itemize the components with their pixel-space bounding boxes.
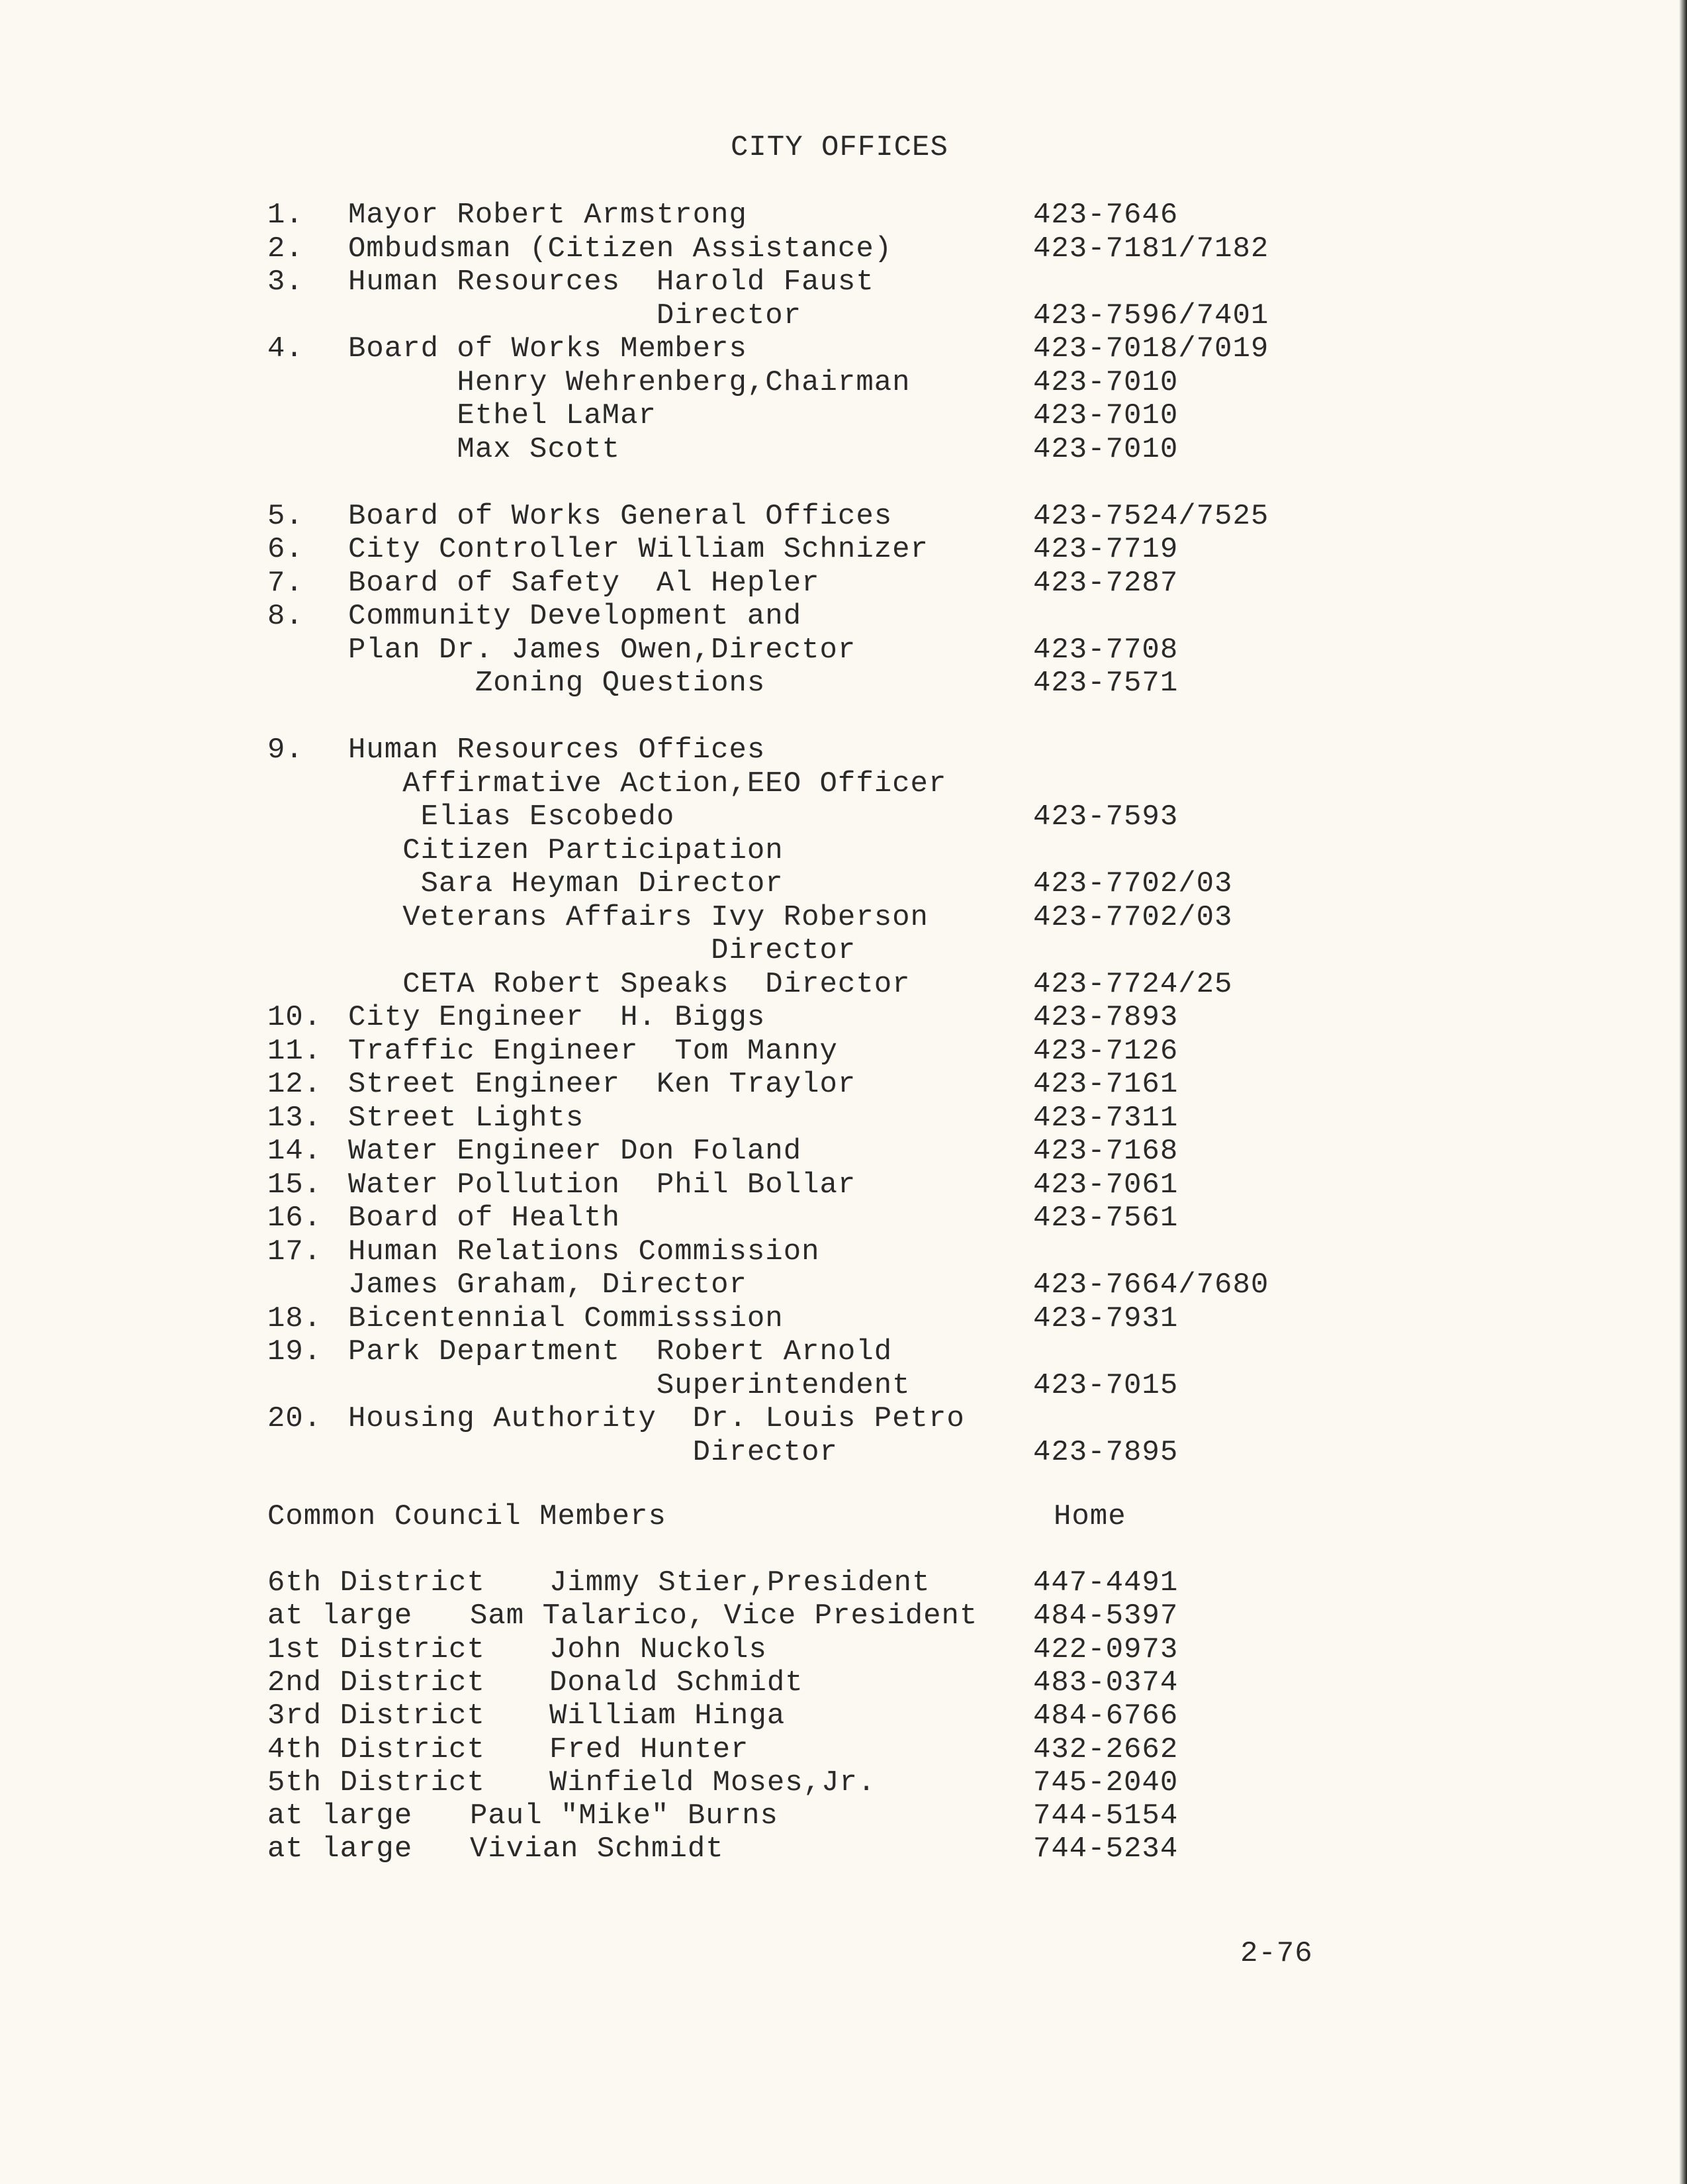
council-name: Winfield Moses,Jr. bbox=[549, 1766, 876, 1799]
entry-number: 15. bbox=[267, 1168, 322, 1202]
entry-text: Community Development and bbox=[348, 600, 802, 633]
entry-text: CETA Robert Speaks Director bbox=[348, 967, 911, 1001]
entry-number: 17. bbox=[267, 1235, 322, 1268]
council-phone: 745-2040 bbox=[1033, 1766, 1179, 1799]
entry-number: 6. bbox=[267, 533, 304, 566]
council-district: 1st District bbox=[267, 1633, 485, 1666]
entry-text: Elias Escobedo bbox=[348, 800, 675, 833]
entry-number: 19. bbox=[267, 1335, 322, 1368]
entry-text: Board of Works Members bbox=[348, 332, 747, 365]
entry-number: 3. bbox=[267, 265, 304, 299]
entry-phone: 423-7010 bbox=[1033, 365, 1179, 399]
entry-text: Zoning Questions bbox=[348, 667, 766, 700]
entry-text: Superintendent bbox=[348, 1368, 911, 1402]
council-district: 2nd District bbox=[267, 1666, 485, 1699]
entry-text: City Engineer H. Biggs bbox=[348, 1001, 766, 1034]
entry-text: Street Engineer Ken Traylor bbox=[348, 1068, 856, 1101]
council-phone: 744-5234 bbox=[1033, 1832, 1179, 1866]
entry-phone: 423-7168 bbox=[1033, 1135, 1179, 1168]
entry-text: Bicentennial Commisssion bbox=[348, 1302, 784, 1335]
entry-phone: 423-7161 bbox=[1033, 1068, 1179, 1101]
entry-text: Human Resources Offices bbox=[348, 734, 766, 767]
entry-phone: 423-7524/7525 bbox=[1033, 499, 1269, 533]
entry-phone: 423-7015 bbox=[1033, 1368, 1179, 1402]
council-phone: 432-2662 bbox=[1033, 1733, 1179, 1766]
entry-text: Director bbox=[348, 934, 856, 967]
entry-text: Board of Safety Al Hepler bbox=[348, 566, 820, 600]
entry-number: 9. bbox=[267, 734, 304, 767]
entry-number: 7. bbox=[267, 566, 304, 600]
entry-phone: 423-7646 bbox=[1033, 199, 1179, 232]
entry-text: Plan Dr. James Owen,Director bbox=[348, 633, 856, 667]
council-name: Vivian Schmidt bbox=[470, 1832, 724, 1866]
council-name: Jimmy Stier,President bbox=[549, 1566, 931, 1599]
council-name: Donald Schmidt bbox=[549, 1666, 803, 1699]
entry-number: 1. bbox=[267, 199, 304, 232]
entry-text: Ethel LaMar bbox=[348, 399, 657, 432]
entry-phone: 423-7571 bbox=[1033, 667, 1179, 700]
entry-text: Sara Heyman Director bbox=[348, 867, 784, 900]
entry-text: Water Pollution Phil Bollar bbox=[348, 1168, 856, 1202]
entry-number: 13. bbox=[267, 1101, 322, 1135]
council-name: William Hinga bbox=[549, 1699, 786, 1733]
entry-text: Veterans Affairs Ivy Roberson bbox=[348, 900, 929, 934]
entry-number: 18. bbox=[267, 1302, 322, 1335]
council-heading: Common Council Members bbox=[267, 1500, 666, 1533]
scan-edge bbox=[1679, 0, 1687, 2184]
council-phone: 447-4491 bbox=[1033, 1566, 1179, 1599]
council-name: Paul "Mike" Burns bbox=[470, 1799, 778, 1833]
entry-text: Water Engineer Don Foland bbox=[348, 1135, 802, 1168]
entry-phone: 423-7181/7182 bbox=[1033, 232, 1269, 265]
entry-phone: 423-7311 bbox=[1033, 1101, 1179, 1135]
page-title: CITY OFFICES bbox=[731, 131, 948, 164]
page-number: 2-76 bbox=[1240, 1937, 1313, 1970]
entry-text: Board of Health bbox=[348, 1202, 621, 1235]
entry-number: 16. bbox=[267, 1202, 322, 1235]
entry-phone: 423-7664/7680 bbox=[1033, 1268, 1269, 1302]
entry-text: Max Scott bbox=[348, 432, 621, 466]
entry-phone: 423-7893 bbox=[1033, 1001, 1179, 1034]
entry-number: 20. bbox=[267, 1402, 322, 1435]
council-district: 4th District bbox=[267, 1733, 485, 1766]
entry-phone: 423-7593 bbox=[1033, 800, 1179, 833]
council-district: 5th District bbox=[267, 1766, 485, 1799]
entry-number: 14. bbox=[267, 1135, 322, 1168]
council-phone: 422-0973 bbox=[1033, 1633, 1179, 1666]
entry-text: Henry Wehrenberg,Chairman bbox=[348, 365, 911, 399]
entry-text: Affirmative Action,EEO Officer bbox=[348, 767, 947, 800]
council-district: 3rd District bbox=[267, 1699, 485, 1733]
entry-number: 12. bbox=[267, 1068, 322, 1101]
entry-phone: 423-7895 bbox=[1033, 1435, 1179, 1469]
entry-text: Traffic Engineer Tom Manny bbox=[348, 1034, 838, 1068]
entry-phone: 423-7596/7401 bbox=[1033, 299, 1269, 332]
council-phone: 484-5397 bbox=[1033, 1599, 1179, 1633]
entry-phone: 423-7724/25 bbox=[1033, 967, 1233, 1001]
entry-number: 4. bbox=[267, 332, 304, 365]
council-phone: 484-6766 bbox=[1033, 1699, 1179, 1733]
entry-number: 8. bbox=[267, 600, 304, 633]
entry-phone: 423-7018/7019 bbox=[1033, 332, 1269, 365]
entry-text: Director bbox=[348, 299, 802, 332]
entry-text: Mayor Robert Armstrong bbox=[348, 199, 747, 232]
entry-number: 2. bbox=[267, 232, 304, 265]
entry-phone: 423-7702/03 bbox=[1033, 867, 1233, 900]
entry-phone: 423-7126 bbox=[1033, 1034, 1179, 1068]
council-home-label: Home bbox=[1054, 1500, 1126, 1533]
council-district: 6th District bbox=[267, 1566, 485, 1599]
entry-phone: 423-7561 bbox=[1033, 1202, 1179, 1235]
entry-text: James Graham, Director bbox=[348, 1268, 747, 1302]
entry-text: Housing Authority Dr. Louis Petro bbox=[348, 1402, 965, 1435]
entry-phone: 423-7931 bbox=[1033, 1302, 1179, 1335]
council-phone: 483-0374 bbox=[1033, 1666, 1179, 1699]
entry-phone: 423-7061 bbox=[1033, 1168, 1179, 1202]
entry-phone: 423-7010 bbox=[1033, 399, 1179, 432]
council-district: at large bbox=[267, 1832, 413, 1866]
council-phone: 744-5154 bbox=[1033, 1799, 1179, 1833]
entry-text: Street Lights bbox=[348, 1101, 584, 1135]
entry-text: Ombudsman (Citizen Assistance) bbox=[348, 232, 893, 265]
council-district: at large bbox=[267, 1799, 413, 1833]
entry-phone: 423-7708 bbox=[1033, 633, 1179, 667]
entry-phone: 423-7719 bbox=[1033, 533, 1179, 566]
entry-text: City Controller William Schnizer bbox=[348, 533, 929, 566]
entry-number: 11. bbox=[267, 1034, 322, 1068]
council-district: at large bbox=[267, 1599, 413, 1633]
entry-phone: 423-7702/03 bbox=[1033, 900, 1233, 934]
entry-phone: 423-7287 bbox=[1033, 566, 1179, 600]
entry-number: 5. bbox=[267, 499, 304, 533]
council-name: Fred Hunter bbox=[549, 1733, 749, 1766]
entry-phone: 423-7010 bbox=[1033, 432, 1179, 466]
entry-text: Human Relations Commission bbox=[348, 1235, 820, 1268]
council-name: John Nuckols bbox=[549, 1633, 767, 1666]
entry-text: Citizen Participation bbox=[348, 833, 784, 867]
entry-text: Park Department Robert Arnold bbox=[348, 1335, 893, 1368]
entry-text: Director bbox=[348, 1435, 838, 1469]
entry-number: 10. bbox=[267, 1001, 322, 1034]
council-name: Sam Talarico, Vice President bbox=[470, 1599, 978, 1633]
entry-text: Board of Works General Offices bbox=[348, 499, 893, 533]
entry-text: Human Resources Harold Faust bbox=[348, 265, 874, 299]
